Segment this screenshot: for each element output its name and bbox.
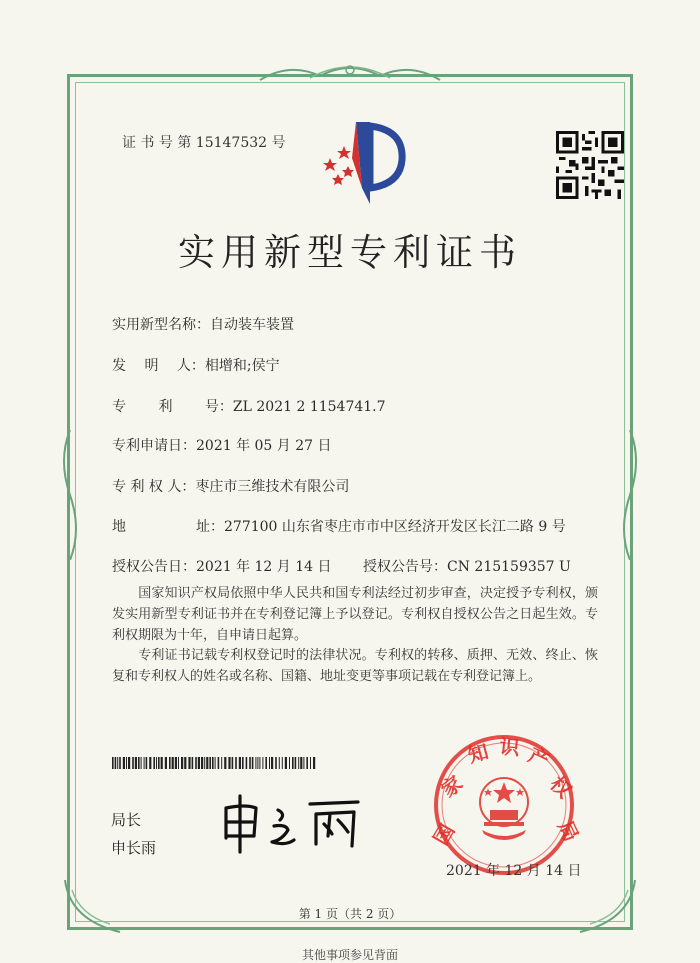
grant-statement-paragraph: 国家知识产权局依照中华人民共和国专利法经过初步审查，决定授予专利权，颁发实用新型专利证书并在专利登记簿上予以登记。专利权自授权公告之日起生效。专利权期限为十年，自申请日起算。 <box>112 586 598 643</box>
svg-text:国: 国 <box>428 819 460 850</box>
patent-number-label: 专 利 号： <box>112 399 233 415</box>
patentee-label: 专 利 权 人： <box>112 479 196 495</box>
patentee-row <box>112 476 349 496</box>
svg-text:识: 识 <box>498 734 521 760</box>
filing-date-value: 2021 年 05 月 27 日 <box>196 438 332 454</box>
seal-date: 2021 年 12 月 14 日 <box>446 863 582 879</box>
legal-status-paragraph: 专利证书记载专利权登记时的法律状况。专利权的转移、质押、无效、终止、恢复和专利权人的姓名或名称、国籍、地址变更等事项记载在专利登记簿上。 <box>112 648 598 684</box>
inventor-label: 发 明 人： <box>112 358 205 374</box>
right-ornament <box>618 430 642 560</box>
patentee-value: 枣庄市三维技术有限公司 <box>195 479 350 495</box>
patent-number-row <box>112 396 386 416</box>
qr-code-icon <box>556 131 624 199</box>
inventor-value: 相增和;侯宁 <box>204 358 280 374</box>
certificate-number: 证 书 号 第 15147532 号 <box>122 135 286 151</box>
address-row <box>112 516 566 536</box>
svg-text:产: 产 <box>524 742 554 773</box>
address-label: 地 址： <box>112 519 224 535</box>
svg-text:知: 知 <box>465 739 491 768</box>
svg-text:家: 家 <box>436 770 467 803</box>
svg-text:权: 权 <box>545 771 577 803</box>
certificate-title: 实用新型专利证书 <box>178 231 522 274</box>
cnipa-logo-icon <box>312 118 412 208</box>
director-title: 局长 <box>111 811 142 829</box>
utility-model-name-label: 实用新型名称： <box>112 317 210 333</box>
official-seal <box>424 730 584 880</box>
top-ornament <box>250 58 450 88</box>
utility-model-name-row <box>112 314 294 334</box>
director-signature <box>212 790 372 860</box>
grant-number-row <box>363 556 571 576</box>
back-notice: 其他事项参见背面 <box>301 948 398 962</box>
barcode-icon <box>112 757 316 769</box>
grant-date-label: 授权公告日： <box>112 559 196 575</box>
inventor-row <box>112 355 280 375</box>
utility-model-name-value: 自动装车装置 <box>210 317 294 333</box>
address-value: 277100 山东省枣庄市市中区经济开发区长江二路 9 号 <box>224 519 566 535</box>
filing-date-row <box>112 435 332 455</box>
page-number: 第 1 页（共 2 页） <box>298 907 402 921</box>
grant-number-label: 授权公告号： <box>363 559 447 575</box>
left-ornament <box>58 430 82 560</box>
svg-text:局: 局 <box>553 816 584 846</box>
patent-number-value: ZL 2021 2 1154741.7 <box>232 399 386 415</box>
director-name: 申长雨 <box>111 839 157 857</box>
grant-date-row <box>112 556 332 576</box>
grant-number-value: CN 215159357 U <box>447 559 571 575</box>
filing-date-label: 专利申请日： <box>112 438 196 454</box>
grant-date-value: 2021 年 12 月 14 日 <box>196 559 332 575</box>
